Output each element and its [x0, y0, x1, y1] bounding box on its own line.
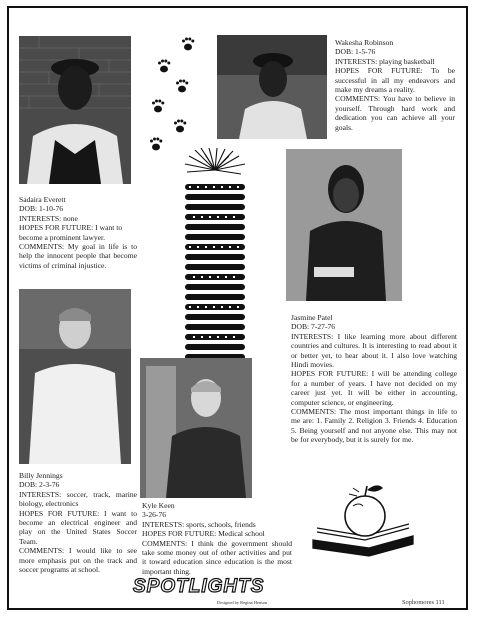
student-interests: INTERESTS: I like learning more about different countries and cultures. It is interesting to read about it or better yet, to hear about it. I also love watching Hindi movies.	[291, 331, 457, 370]
photo-jasmine-patel-image	[286, 149, 402, 301]
student-hopes: HOPES FOR FUTURE: To be successful in all my endeavors and make my dreams a reality.	[335, 66, 455, 95]
photo-kyle-keen-image	[140, 358, 252, 498]
student-hopes: HOPES FOR FUTURE: I want to become an electrical engineer and play on the United States Soccer Team.	[19, 508, 137, 546]
student-dob: DOB: 1-10-76	[19, 204, 64, 214]
student-dob: 3-26-76	[142, 510, 167, 520]
student-comments: COMMENTS: My goal in life is to help the innocent people that become victims of criminal injustice.	[19, 242, 137, 270]
student-interests: INTERESTS: sports, schools, friends	[142, 519, 256, 529]
photo-jasmine-patel	[286, 149, 402, 301]
bio-sadaira-everett	[19, 195, 137, 270]
student-comments: COMMENTS: The most important things in life to me are: 1. Family 2. Religion 3. Friends 4. Education 5. Being yourself and not anyone else. This may not be for everybody, but it is surely for me.	[291, 407, 457, 445]
student-interests: INTERESTS: soccer, track, marine biology, electronics	[19, 489, 137, 509]
student-name: Kyle Keen	[142, 501, 175, 510]
paw-prints-icon	[144, 32, 202, 150]
apple-books-icon	[309, 482, 419, 562]
photo-wakesha-robinson	[217, 35, 327, 139]
bio-jasmine-patel	[291, 313, 457, 445]
student-name: Billy Jennings	[19, 471, 63, 480]
student-name: Jasmine Patel	[291, 313, 333, 322]
student-dob: DOB: 1-5-76	[335, 47, 376, 57]
bio-billy-jennings	[19, 471, 137, 574]
photo-kyle-keen	[140, 358, 252, 498]
photo-billy-jennings	[19, 289, 131, 464]
spotlights-banner	[131, 574, 265, 597]
student-interests: INTERESTS: playing basketball	[335, 56, 435, 66]
student-dob: DOB: 2-3-76	[19, 480, 60, 490]
student-hopes: HOPES FOR FUTURE: Medical school	[142, 529, 265, 539]
yearbook-page	[7, 6, 468, 610]
student-name: Sadaira Everett	[19, 195, 66, 204]
bio-kyle-keen	[142, 501, 292, 576]
student-interests: INTERESTS: none	[19, 213, 78, 223]
student-comments: COMMENTS: I think the government should take some money out of other activities and put it toward education since education is the most important thing.	[142, 538, 292, 576]
photo-wakesha-robinson-image	[217, 35, 327, 139]
photo-sadaira-everett	[19, 36, 131, 184]
page-folio: Sophomores 111	[402, 599, 445, 606]
pom-pom-icon	[175, 148, 255, 373]
bio-wakesha-robinson	[335, 38, 455, 132]
photo-billy-jennings-image	[19, 289, 131, 464]
designer-credit: Designed by Regina Henson	[217, 600, 268, 605]
student-comments: COMMENTS: You have to believe in yourself. Through hard work and dedication you can achieve all your goals.	[335, 94, 455, 132]
student-hopes: HOPES FOR FUTURE: I will be attending college for a number of years. I have not decided on my career just yet. It will be either in accounting, computer science, or engineering.	[291, 369, 457, 407]
student-comments: COMMENTS: I would like to see more emphasis put on the track and soccer programs at school.	[19, 546, 137, 575]
student-name: Wakesha Robinson	[335, 38, 394, 47]
photo-sadaira-everett-image	[19, 36, 131, 184]
student-dob: DOB: 7-27-76	[291, 322, 336, 332]
spotlights-title: SPOTLIGHTS	[133, 576, 265, 597]
student-hopes: HOPES FOR FUTURE: I want to become a prominent lawyer.	[19, 223, 123, 242]
